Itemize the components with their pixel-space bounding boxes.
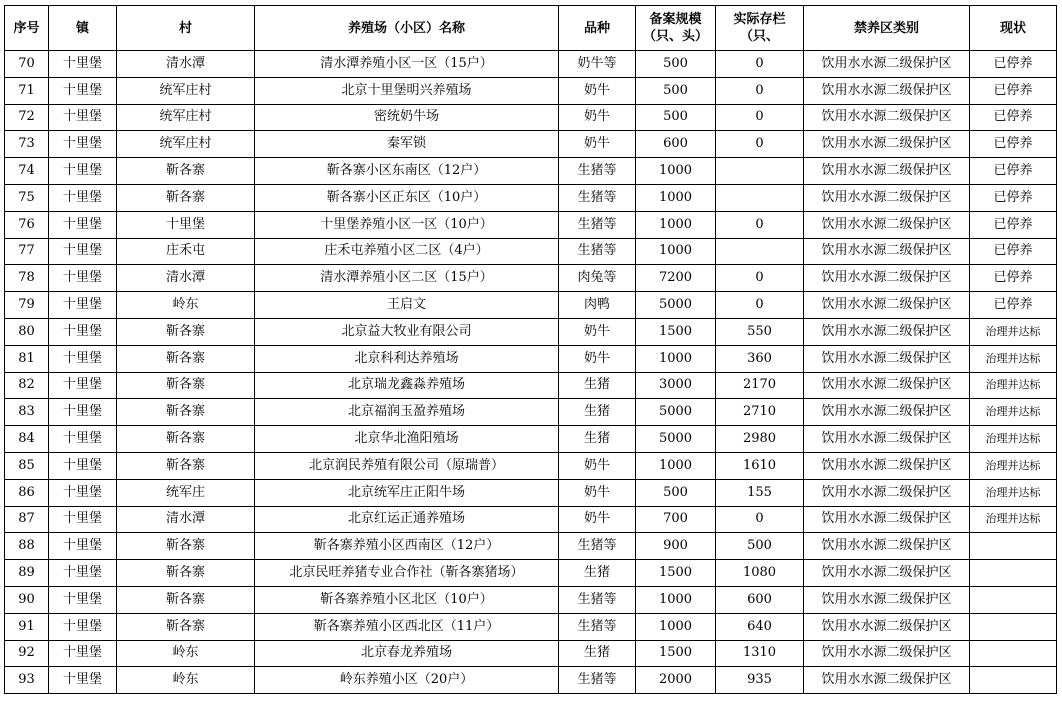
cell-registered-scale: 600 xyxy=(636,131,716,158)
table-row xyxy=(5,184,1057,211)
cell-registered-scale: 2000 xyxy=(636,667,716,694)
cell-registered-scale: 1000 xyxy=(636,184,716,211)
table-row xyxy=(5,318,1057,345)
cell-species: 生猪等 xyxy=(559,613,636,640)
cell-town: 十里堡 xyxy=(49,560,117,587)
cell-town: 十里堡 xyxy=(49,533,117,560)
cell-zone-type: 饮用水水源二级保护区 xyxy=(804,452,970,479)
cell-zone-type: 饮用水水源二级保护区 xyxy=(804,345,970,372)
cell-status xyxy=(970,613,1057,640)
header-species: 品种 xyxy=(559,6,636,51)
cell-seq: 86 xyxy=(5,479,49,506)
cell-town: 十里堡 xyxy=(49,184,117,211)
cell-species: 生猪 xyxy=(559,399,636,426)
cell-status xyxy=(970,667,1057,694)
cell-zone-type: 饮用水水源二级保护区 xyxy=(804,238,970,265)
header-seq: 序号 xyxy=(5,6,49,51)
table-row xyxy=(5,131,1057,158)
cell-zone-type: 饮用水水源二级保护区 xyxy=(804,667,970,694)
cell-village: 清水潭 xyxy=(117,51,255,78)
cell-village: 统军庄村 xyxy=(117,77,255,104)
cell-zone-type: 饮用水水源二级保护区 xyxy=(804,211,970,238)
cell-seq: 78 xyxy=(5,265,49,292)
cell-seq: 83 xyxy=(5,399,49,426)
cell-species: 肉鸭 xyxy=(559,292,636,319)
farm-table xyxy=(4,5,1057,694)
cell-species: 奶牛 xyxy=(559,452,636,479)
cell-species: 生猪等 xyxy=(559,667,636,694)
cell-town: 十里堡 xyxy=(49,292,117,319)
cell-seq: 73 xyxy=(5,131,49,158)
table-row xyxy=(5,586,1057,613)
cell-actual-stock: 0 xyxy=(716,292,804,319)
cell-town: 十里堡 xyxy=(49,158,117,185)
cell-farm-name: 靳各寨养殖小区北区（10户） xyxy=(255,586,559,613)
cell-registered-scale: 5000 xyxy=(636,399,716,426)
cell-village: 统军庄村 xyxy=(117,104,255,131)
table-row xyxy=(5,399,1057,426)
cell-registered-scale: 1000 xyxy=(636,211,716,238)
cell-town: 十里堡 xyxy=(49,640,117,667)
cell-actual-stock: 360 xyxy=(716,345,804,372)
cell-actual-stock: 600 xyxy=(716,586,804,613)
cell-status: 治理并达标 xyxy=(970,318,1057,345)
table-row xyxy=(5,506,1057,533)
cell-zone-type: 饮用水水源二级保护区 xyxy=(804,479,970,506)
cell-status: 已停养 xyxy=(970,77,1057,104)
cell-seq: 91 xyxy=(5,613,49,640)
cell-actual-stock: 155 xyxy=(716,479,804,506)
cell-species: 生猪 xyxy=(559,640,636,667)
cell-farm-name: 靳各寨小区东南区（12户） xyxy=(255,158,559,185)
cell-zone-type: 饮用水水源二级保护区 xyxy=(804,506,970,533)
header-actual-stock: 实际存栏（只、 xyxy=(716,6,804,51)
cell-village: 岭东 xyxy=(117,292,255,319)
cell-actual-stock xyxy=(716,238,804,265)
cell-status: 已停养 xyxy=(970,131,1057,158)
cell-status: 治理并达标 xyxy=(970,426,1057,453)
cell-farm-name: 十里堡养殖小区一区（10户） xyxy=(255,211,559,238)
cell-actual-stock: 0 xyxy=(716,211,804,238)
cell-farm-name: 北京春龙养殖场 xyxy=(255,640,559,667)
cell-status: 治理并达标 xyxy=(970,372,1057,399)
cell-actual-stock: 0 xyxy=(716,104,804,131)
cell-zone-type: 饮用水水源二级保护区 xyxy=(804,104,970,131)
cell-farm-name: 清水潭养殖小区一区（15户） xyxy=(255,51,559,78)
cell-seq: 75 xyxy=(5,184,49,211)
cell-village: 庄禾屯 xyxy=(117,238,255,265)
cell-zone-type: 饮用水水源二级保护区 xyxy=(804,426,970,453)
cell-town: 十里堡 xyxy=(49,211,117,238)
cell-village: 靳各寨 xyxy=(117,318,255,345)
cell-town: 十里堡 xyxy=(49,51,117,78)
cell-village: 靳各寨 xyxy=(117,158,255,185)
cell-farm-name: 北京十里堡明兴养殖场 xyxy=(255,77,559,104)
cell-registered-scale: 1000 xyxy=(636,238,716,265)
cell-actual-stock: 0 xyxy=(716,265,804,292)
cell-registered-scale: 7200 xyxy=(636,265,716,292)
cell-farm-name: 北京福润玉盈养殖场 xyxy=(255,399,559,426)
cell-registered-scale: 900 xyxy=(636,533,716,560)
cell-village: 十里堡 xyxy=(117,211,255,238)
cell-species: 生猪 xyxy=(559,372,636,399)
cell-zone-type: 饮用水水源二级保护区 xyxy=(804,51,970,78)
cell-town: 十里堡 xyxy=(49,479,117,506)
header-status: 现状 xyxy=(970,6,1057,51)
cell-village: 靳各寨 xyxy=(117,560,255,587)
cell-town: 十里堡 xyxy=(49,131,117,158)
cell-registered-scale: 5000 xyxy=(636,426,716,453)
cell-village: 靳各寨 xyxy=(117,586,255,613)
cell-farm-name: 北京华北渔阳殖场 xyxy=(255,426,559,453)
table-row xyxy=(5,640,1057,667)
cell-species: 生猪等 xyxy=(559,158,636,185)
cell-zone-type: 饮用水水源二级保护区 xyxy=(804,372,970,399)
table-row xyxy=(5,265,1057,292)
cell-zone-type: 饮用水水源二级保护区 xyxy=(804,184,970,211)
cell-seq: 72 xyxy=(5,104,49,131)
cell-status: 治理并达标 xyxy=(970,345,1057,372)
cell-actual-stock: 1080 xyxy=(716,560,804,587)
table-row xyxy=(5,560,1057,587)
cell-actual-stock: 1610 xyxy=(716,452,804,479)
cell-town: 十里堡 xyxy=(49,426,117,453)
cell-farm-name: 王启文 xyxy=(255,292,559,319)
cell-species: 奶牛 xyxy=(559,318,636,345)
cell-species: 生猪等 xyxy=(559,238,636,265)
header-zone-type: 禁养区类别 xyxy=(804,6,970,51)
cell-zone-type: 饮用水水源二级保护区 xyxy=(804,131,970,158)
cell-farm-name: 北京科利达养殖场 xyxy=(255,345,559,372)
table-row xyxy=(5,613,1057,640)
cell-actual-stock xyxy=(716,158,804,185)
cell-actual-stock: 0 xyxy=(716,131,804,158)
cell-farm-name: 北京瑞龙鑫淼养殖场 xyxy=(255,372,559,399)
cell-seq: 70 xyxy=(5,51,49,78)
cell-status: 治理并达标 xyxy=(970,399,1057,426)
cell-status: 治理并达标 xyxy=(970,452,1057,479)
cell-actual-stock: 0 xyxy=(716,77,804,104)
cell-registered-scale: 1500 xyxy=(636,640,716,667)
cell-species: 生猪等 xyxy=(559,533,636,560)
cell-town: 十里堡 xyxy=(49,265,117,292)
table-row xyxy=(5,533,1057,560)
cell-town: 十里堡 xyxy=(49,77,117,104)
cell-registered-scale: 1000 xyxy=(636,613,716,640)
cell-status: 已停养 xyxy=(970,184,1057,211)
cell-town: 十里堡 xyxy=(49,104,117,131)
cell-farm-name: 靳各寨养殖小区西北区（11户） xyxy=(255,613,559,640)
table-row xyxy=(5,51,1057,78)
cell-farm-name: 北京红运正通养殖场 xyxy=(255,506,559,533)
cell-village: 靳各寨 xyxy=(117,452,255,479)
cell-town: 十里堡 xyxy=(49,452,117,479)
cell-actual-stock xyxy=(716,184,804,211)
cell-zone-type: 饮用水水源二级保护区 xyxy=(804,399,970,426)
cell-status xyxy=(970,533,1057,560)
cell-town: 十里堡 xyxy=(49,345,117,372)
table-row xyxy=(5,667,1057,694)
cell-farm-name: 北京益大牧业有限公司 xyxy=(255,318,559,345)
cell-seq: 80 xyxy=(5,318,49,345)
cell-town: 十里堡 xyxy=(49,586,117,613)
cell-species: 奶牛等 xyxy=(559,51,636,78)
cell-registered-scale: 1000 xyxy=(636,586,716,613)
cell-status xyxy=(970,560,1057,587)
cell-seq: 93 xyxy=(5,667,49,694)
cell-town: 十里堡 xyxy=(49,506,117,533)
table-row xyxy=(5,345,1057,372)
cell-registered-scale: 500 xyxy=(636,77,716,104)
cell-zone-type: 饮用水水源二级保护区 xyxy=(804,586,970,613)
cell-status xyxy=(970,586,1057,613)
cell-registered-scale: 1000 xyxy=(636,158,716,185)
cell-registered-scale: 700 xyxy=(636,506,716,533)
cell-registered-scale: 500 xyxy=(636,104,716,131)
header-village: 村 xyxy=(117,6,255,51)
table-row xyxy=(5,158,1057,185)
table-body xyxy=(5,51,1057,694)
cell-seq: 84 xyxy=(5,426,49,453)
cell-actual-stock: 2710 xyxy=(716,399,804,426)
cell-actual-stock: 0 xyxy=(716,51,804,78)
cell-species: 奶牛 xyxy=(559,506,636,533)
cell-species: 奶牛 xyxy=(559,104,636,131)
cell-seq: 79 xyxy=(5,292,49,319)
cell-village: 靳各寨 xyxy=(117,613,255,640)
cell-village: 靳各寨 xyxy=(117,345,255,372)
cell-species: 生猪等 xyxy=(559,211,636,238)
cell-zone-type: 饮用水水源二级保护区 xyxy=(804,560,970,587)
cell-farm-name: 靳各寨小区正东区（10户） xyxy=(255,184,559,211)
table-row xyxy=(5,292,1057,319)
cell-zone-type: 饮用水水源二级保护区 xyxy=(804,640,970,667)
cell-town: 十里堡 xyxy=(49,372,117,399)
cell-registered-scale: 1000 xyxy=(636,345,716,372)
cell-village: 清水潭 xyxy=(117,265,255,292)
cell-status: 已停养 xyxy=(970,265,1057,292)
cell-status: 已停养 xyxy=(970,104,1057,131)
cell-village: 清水潭 xyxy=(117,506,255,533)
cell-seq: 92 xyxy=(5,640,49,667)
cell-village: 统军庄村 xyxy=(117,131,255,158)
cell-actual-stock: 935 xyxy=(716,667,804,694)
cell-farm-name: 庄禾屯养殖小区二区（4户） xyxy=(255,238,559,265)
cell-zone-type: 饮用水水源二级保护区 xyxy=(804,613,970,640)
cell-actual-stock: 500 xyxy=(716,533,804,560)
cell-farm-name: 清水潭养殖小区二区（15户） xyxy=(255,265,559,292)
table-row xyxy=(5,426,1057,453)
cell-species: 生猪 xyxy=(559,426,636,453)
cell-actual-stock: 640 xyxy=(716,613,804,640)
cell-farm-name: 密统奶牛场 xyxy=(255,104,559,131)
cell-town: 十里堡 xyxy=(49,238,117,265)
cell-zone-type: 饮用水水源二级保护区 xyxy=(804,265,970,292)
cell-registered-scale: 3000 xyxy=(636,372,716,399)
cell-farm-name: 靳各寨养殖小区西南区（12户） xyxy=(255,533,559,560)
cell-species: 肉兔等 xyxy=(559,265,636,292)
cell-seq: 89 xyxy=(5,560,49,587)
cell-actual-stock: 1310 xyxy=(716,640,804,667)
cell-farm-name: 北京润民养殖有限公司（原瑞普） xyxy=(255,452,559,479)
cell-species: 奶牛 xyxy=(559,479,636,506)
cell-village: 岭东 xyxy=(117,640,255,667)
table-row xyxy=(5,452,1057,479)
cell-registered-scale: 1000 xyxy=(636,452,716,479)
cell-zone-type: 饮用水水源二级保护区 xyxy=(804,292,970,319)
cell-status: 已停养 xyxy=(970,211,1057,238)
cell-seq: 76 xyxy=(5,211,49,238)
header-registered-scale: 备案规模（只、头） xyxy=(636,6,716,51)
cell-seq: 90 xyxy=(5,586,49,613)
cell-species: 奶牛 xyxy=(559,131,636,158)
cell-village: 靳各寨 xyxy=(117,372,255,399)
cell-seq: 71 xyxy=(5,77,49,104)
cell-status xyxy=(970,640,1057,667)
cell-species: 生猪等 xyxy=(559,184,636,211)
table-row xyxy=(5,479,1057,506)
cell-town: 十里堡 xyxy=(49,667,117,694)
cell-registered-scale: 1500 xyxy=(636,318,716,345)
cell-seq: 77 xyxy=(5,238,49,265)
cell-village: 靳各寨 xyxy=(117,426,255,453)
cell-registered-scale: 500 xyxy=(636,51,716,78)
cell-species: 生猪等 xyxy=(559,586,636,613)
cell-status: 已停养 xyxy=(970,51,1057,78)
table-row xyxy=(5,372,1057,399)
cell-species: 生猪 xyxy=(559,560,636,587)
cell-village: 统军庄 xyxy=(117,479,255,506)
cell-town: 十里堡 xyxy=(49,318,117,345)
cell-seq: 87 xyxy=(5,506,49,533)
cell-species: 奶牛 xyxy=(559,77,636,104)
cell-village: 靳各寨 xyxy=(117,184,255,211)
cell-village: 靳各寨 xyxy=(117,533,255,560)
cell-zone-type: 饮用水水源二级保护区 xyxy=(804,158,970,185)
header-town: 镇 xyxy=(49,6,117,51)
cell-seq: 74 xyxy=(5,158,49,185)
cell-status: 已停养 xyxy=(970,238,1057,265)
cell-zone-type: 饮用水水源二级保护区 xyxy=(804,318,970,345)
header-row xyxy=(5,6,1057,51)
cell-actual-stock: 0 xyxy=(716,506,804,533)
cell-zone-type: 饮用水水源二级保护区 xyxy=(804,77,970,104)
cell-status: 已停养 xyxy=(970,158,1057,185)
cell-registered-scale: 500 xyxy=(636,479,716,506)
cell-status: 治理并达标 xyxy=(970,506,1057,533)
cell-seq: 81 xyxy=(5,345,49,372)
cell-species: 奶牛 xyxy=(559,345,636,372)
cell-status: 治理并达标 xyxy=(970,479,1057,506)
table-row xyxy=(5,104,1057,131)
cell-town: 十里堡 xyxy=(49,399,117,426)
cell-actual-stock: 2980 xyxy=(716,426,804,453)
cell-seq: 88 xyxy=(5,533,49,560)
table-row xyxy=(5,77,1057,104)
cell-village: 靳各寨 xyxy=(117,399,255,426)
cell-status: 已停养 xyxy=(970,292,1057,319)
cell-village: 岭东 xyxy=(117,667,255,694)
cell-farm-name: 北京统军庄正阳牛场 xyxy=(255,479,559,506)
cell-registered-scale: 5000 xyxy=(636,292,716,319)
table-row xyxy=(5,238,1057,265)
header-farm-name: 养殖场（小区）名称 xyxy=(255,6,559,51)
cell-farm-name: 北京民旺养猪专业合作社（靳各寨猪场） xyxy=(255,560,559,587)
table-row xyxy=(5,211,1057,238)
cell-zone-type: 饮用水水源二级保护区 xyxy=(804,533,970,560)
cell-seq: 82 xyxy=(5,372,49,399)
cell-registered-scale: 1500 xyxy=(636,560,716,587)
cell-town: 十里堡 xyxy=(49,613,117,640)
cell-seq: 85 xyxy=(5,452,49,479)
cell-farm-name: 秦军锁 xyxy=(255,131,559,158)
cell-actual-stock: 550 xyxy=(716,318,804,345)
cell-actual-stock: 2170 xyxy=(716,372,804,399)
cell-farm-name: 岭东养殖小区（20户） xyxy=(255,667,559,694)
